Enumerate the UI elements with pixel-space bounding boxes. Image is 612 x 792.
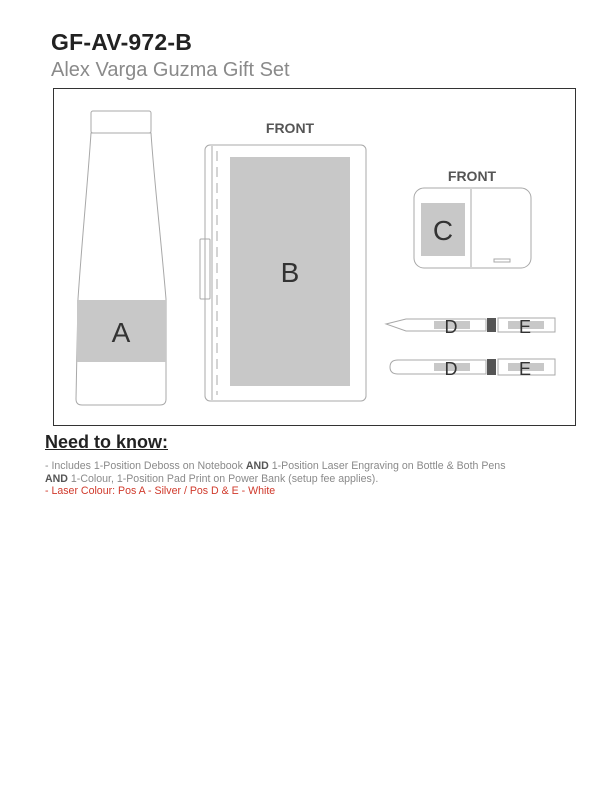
note-line-2 xyxy=(45,473,585,486)
position-label-d1: D xyxy=(444,317,458,337)
product-code: GF-AV-972-B xyxy=(51,29,193,55)
note-laser-colour: - Laser Colour: Pos A - Silver / Pos D & E - White xyxy=(45,485,276,498)
need-to-know-heading: Need to know: xyxy=(45,432,169,452)
product-name: Alex Varga Guzma Gift Set xyxy=(51,59,290,81)
note-line-2-and: AND xyxy=(45,472,68,485)
position-label-e2: E xyxy=(518,359,532,379)
diagram-artwork xyxy=(54,89,577,427)
note-line-1-text-b: 1-Position Laser Engraving on Bottle & Both Pens xyxy=(268,460,506,472)
pen-2-clip-ring xyxy=(487,359,496,375)
note-line-1 xyxy=(45,460,585,473)
bottle-body xyxy=(76,133,166,405)
position-label-d2: D xyxy=(444,359,458,379)
notes-block xyxy=(45,460,585,498)
note-line-2-text: 1-Colour, 1-Position Pad Print on Power Bank (setup fee applies). xyxy=(67,472,379,485)
product-diagram xyxy=(53,88,576,426)
bottle-cap xyxy=(91,111,151,133)
pen-1-clip-ring xyxy=(487,318,496,332)
note-line-1-text-a: - Includes 1-Position Deboss on Notebook xyxy=(45,460,246,472)
position-label-b: B xyxy=(280,257,300,288)
position-label-a: A xyxy=(111,317,131,348)
notebook-front-label: FRONT xyxy=(265,120,315,136)
position-label-c: C xyxy=(432,215,454,246)
powerbank-front-label: FRONT xyxy=(447,168,497,184)
powerbank-logo xyxy=(494,259,510,262)
note-line-1-and: AND xyxy=(245,460,269,472)
position-label-e1: E xyxy=(518,317,532,337)
